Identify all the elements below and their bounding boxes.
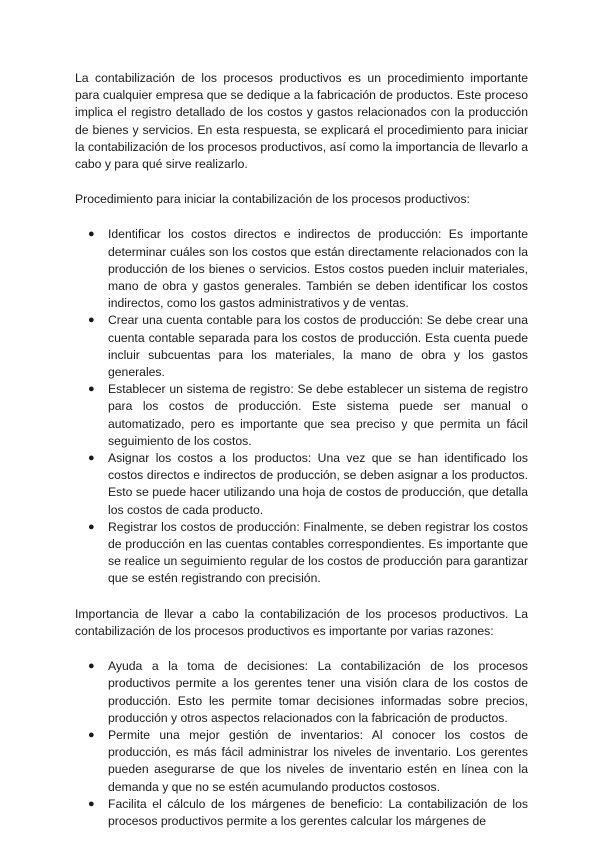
list-item <box>75 796 528 830</box>
list-item <box>75 226 528 312</box>
bullet-icon: ● <box>88 452 95 465</box>
list-item-text: Ayuda a la toma de decisiones: La contabilización de los procesos productivos permite a los gerentes tener una visión clara de los costos de producción. Esto les permite tomar decisiones informadas sobre precios, producción y otros aspectos relacionados con la fabricación de productos. <box>108 659 528 725</box>
procedure-heading: Procedimiento para iniciar la contabilización de los procesos productivos: <box>75 192 470 207</box>
list-item-text: Permite una mejor gestión de inventarios: Al conocer los costos de producción, es más fácil administrar los niveles de inventario. Los gerentes pueden asegurarse de que los niveles de inventario estén en línea con la demanda y que no se estén acumulando productos costosos. <box>108 727 528 794</box>
importance-heading: Importancia de llevar a cabo la contabilización de los procesos productivos. La contabilización de los procesos productivos es importante por varias razones: <box>75 606 528 638</box>
list-item-text: Establecer un sistema de registro: Se debe establecer un sistema de registro para los costos de producción. Este sistema puede ser manual o automatizado, pero es importante que sea preciso y que permita un fácil seguimiento de los costos. <box>108 382 528 448</box>
document-page <box>75 70 528 830</box>
list-item <box>75 519 528 588</box>
procedure-list <box>75 226 528 587</box>
bullet-icon: ● <box>88 728 95 741</box>
bullet-icon: ● <box>88 660 95 673</box>
list-item <box>75 450 528 519</box>
list-item-text: Identificar los costos directos e indirectos de producción: Es importante determinar cuáles son los costos que están directamente relacionados con la producción de los bienes o servicios. Estos costos pueden incluir materiales, mano de obra y gastos generales. También se deben identificar los costos indirectos, como los gastos administrativos y de ventas. <box>108 227 528 311</box>
list-item <box>75 727 528 796</box>
bullet-icon: ● <box>88 383 95 396</box>
bullet-icon: ● <box>88 797 95 810</box>
list-item-text: Facilita el cálculo de los márgenes de beneficio: La contabilización de los procesos productivos permite a los gerentes calcular los márgenes de <box>108 796 528 828</box>
bullet-icon: ● <box>88 314 95 327</box>
intro-paragraph: La contabilización de los procesos productivos es un procedimiento importante para cualquier empresa que se dedique a la fabricación de productos. Este proceso implica el registro detallado de los costos y gastos relacionados con la producción de bienes y servicios. En esta respuesta, se explicará el procedimiento para iniciar la contabilización de los procesos productivos, así como la importancia de llevarlo a cabo y para qué sirve realizarlo. <box>75 71 528 172</box>
list-item-text: Registrar los costos de producción: Finalmente, se deben registrar los costos de producción en las cuentas contables correspondientes. Es importante que se realice un seguimiento regular de los costos de producción para garantizar que se estén registrando con precisión. <box>108 519 528 586</box>
bullet-icon: ● <box>88 228 95 241</box>
list-item <box>75 658 528 727</box>
list-item-text: Crear una cuenta contable para los costos de producción: Se debe crear una cuenta contable separada para los costos de producción. Esta cuenta puede incluir subcuentas para los materiales, la mano de obra y los gastos generales. <box>108 313 528 380</box>
list-item <box>75 381 528 450</box>
bullet-icon: ● <box>88 520 95 533</box>
list-item-text: Asignar los costos a los productos: Una vez que se han identificado los costos directos e indirectos de producción, se deben asignar a los productos. Esto se puede hacer utilizando una hoja de costos de producción, que detalla los costos de cada producto. <box>108 451 528 517</box>
importance-list <box>75 658 528 830</box>
list-item <box>75 312 528 381</box>
